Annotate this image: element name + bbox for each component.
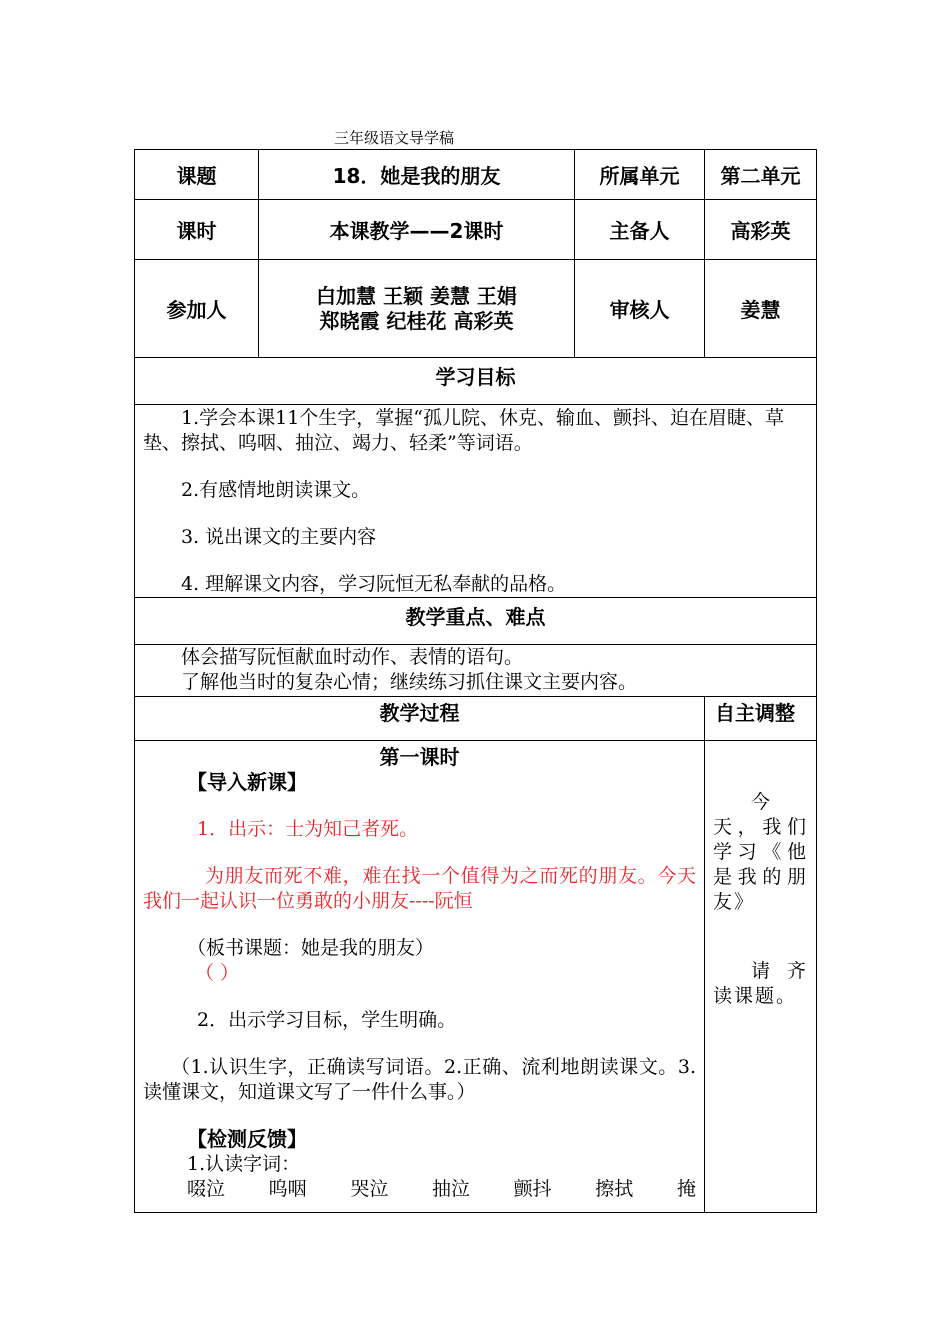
- adjust-title: 自主调整: [705, 697, 817, 741]
- check-heading: 【检测反馈】: [187, 1127, 307, 1151]
- process-title: 教学过程: [135, 697, 705, 741]
- goals-paren: （1.认识生字，正确读写词语。2.正确、流利地朗读课文。3.读懂课文，知道课文写了一件什么事。）: [143, 1056, 696, 1103]
- board-title-line: （板书课题：她是我的朋友）: [187, 937, 435, 959]
- goal-item-1: 1.学会本课11个生字，掌握“孤儿院、休克、输血、颤抖、迫在眉睫、草垫、擦拭、呜咽、抽泣、竭力、轻柔”等词语。: [143, 407, 785, 454]
- word-item: 呜咽: [268, 1178, 307, 1200]
- goal-item-3: 3. 说出课文的主要内容: [181, 526, 377, 548]
- document-title: 三年级语文导学稿: [334, 129, 455, 147]
- blank-paren: （ ）: [195, 962, 240, 984]
- keypoints-title: 教学重点、难点: [135, 598, 817, 645]
- process-cell: [135, 741, 705, 1213]
- adjust-cell: [705, 741, 817, 1213]
- row-keypoints-title: [135, 598, 817, 645]
- word-item: 哭泣: [350, 1178, 389, 1200]
- intro-quote: 1．出示：士为知己者死。: [197, 818, 419, 840]
- adjust-note-2: 请齐读课题。: [713, 960, 808, 1007]
- label-preparer: 主备人: [575, 200, 705, 260]
- value-reviewer: 姜慧: [705, 260, 817, 358]
- label-participants: 参加人: [135, 260, 259, 358]
- word-item: 掩: [676, 1178, 696, 1200]
- goals-cell: [135, 405, 817, 598]
- row-process-header: [135, 697, 817, 741]
- value-preparer: 高彩英: [705, 200, 817, 260]
- row-goals-title: [135, 358, 817, 405]
- word-item: 擦拭: [595, 1178, 634, 1200]
- intro-heading: 【导入新课】: [187, 770, 307, 794]
- word-list: [143, 1177, 696, 1202]
- check-item: 1.认读字词：: [187, 1153, 301, 1175]
- keypoint-1: 体会描写阮恒献血时动作、表情的语句。: [181, 646, 524, 668]
- value-participants: [259, 260, 575, 358]
- row-participants: [135, 260, 817, 358]
- word-item: 颤抖: [513, 1178, 552, 1200]
- lesson-plan-table: [134, 149, 817, 1213]
- keypoints-cell: [135, 645, 817, 697]
- goal-item-4: 4. 理解课文内容，学习阮恒无私奉献的品格。: [181, 573, 567, 595]
- value-unit: 第二单元: [705, 150, 817, 200]
- row-keypoints: [135, 645, 817, 697]
- goals-title: 学习目标: [135, 358, 817, 405]
- intro-text: 为朋友而死不难，难在找一个值得为之而死的朋友。今天我们一起认识一位勇敢的小朋友----阮恒: [143, 865, 696, 912]
- word-item: 啜泣: [187, 1178, 226, 1200]
- adjust-note-1: 今天，我们学习《他是我的朋友》: [713, 791, 808, 913]
- lesson-title: 第一课时: [379, 745, 460, 769]
- label-period: 课时: [135, 200, 259, 260]
- participants-line-1: 白加慧 王颖 姜慧 王娟: [316, 283, 517, 308]
- label-reviewer: 审核人: [575, 260, 705, 358]
- label-topic: 课题: [135, 150, 259, 200]
- label-unit: 所属单元: [575, 150, 705, 200]
- word-item: 抽泣: [431, 1178, 470, 1200]
- goal-item-2: 2.有感情地朗读课文。: [181, 479, 371, 501]
- row-process-body: [135, 741, 817, 1213]
- row-goals: [135, 405, 817, 598]
- row-topic: [135, 150, 817, 200]
- value-topic: 18．她是我的朋友: [259, 150, 575, 200]
- row-period: [135, 200, 817, 260]
- step-2: 2．出示学习目标，学生明确。: [197, 1009, 457, 1031]
- participants-line-2: 郑晓霞 纪桂花 高彩英: [319, 308, 514, 333]
- value-period: 本课教学——2课时: [259, 200, 575, 260]
- keypoint-2: 了解他当时的复杂心情；继续练习抓住课文主要内容。: [181, 671, 638, 693]
